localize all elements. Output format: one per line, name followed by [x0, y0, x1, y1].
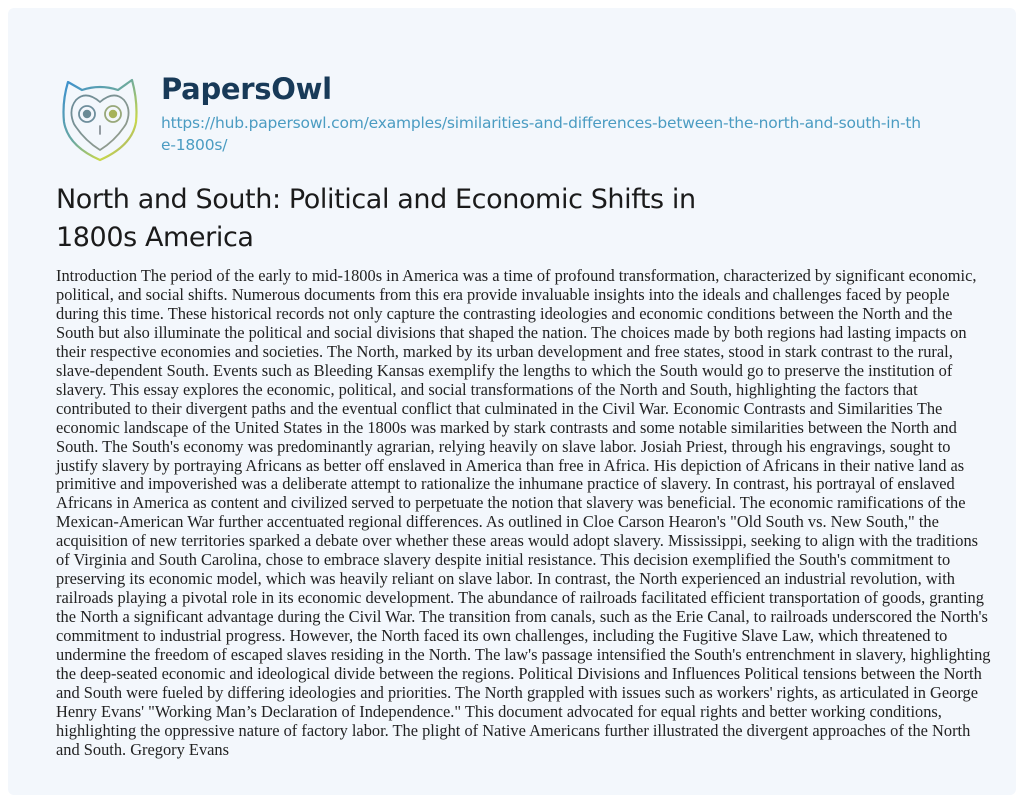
brand-block — [161, 72, 921, 156]
source-url-link[interactable]: https://hub.papersowl.com/examples/similarities-and-differences-between-the-north-and-south-in-the-1800s/ — [161, 114, 921, 154]
brand-name: PapersOwl — [161, 72, 332, 106]
page-title: North and South: Political and Economic Shifts in 1800s America — [56, 184, 696, 253]
content-card — [8, 8, 1016, 795]
article-body: Introduction The period of the early to mid-1800s in America was a time of profound transformation, characterized by significant economic, political, and social shifts. Numerous documents from this era provide invaluable insights into the ideals and challenges faced by people during this time. These historical records not only capture the contrasting ideologies and economic conditions between the North and the South but also illuminate the political and social divisions that shaped the nation. The choices made by both regions had lasting impacts on their respective economies and societies. The North, marked by its urban development and free states, stood in stark contrast to the rural, slave-dependent South. Events such as Bleeding Kansas exemplify the lengths to which the South would go to preserve the institution of slavery. This essay explores the economic, political, and social transformations of the North and South, highlighting the factors that contributed to their divergent paths and the eventual conflict that culminated in the Civil War. Economic Contrasts and Similarities The economic landscape of the United States in the 1800s was marked by stark contrasts and some notable similarities between the North and South. The South's economy was predominantly agrarian, relying heavily on slave labor. Josiah Priest, through his engravings, sought to justify slavery by portraying Africans as better off enslaved in America than free in Africa. His depiction of Africans in their native land as primitive and impoverished was a deliberate attempt to rationalize the inhumane practice of slavery. In contrast, his portrayal of enslaved Africans in America as content and civilized served to perpetuate the notion that slavery was beneficial. The economic ramifications of the Mexican-American War further accentuated regional differences. As outlined in Cloe Carson Hearon's "Old South vs. New South," the acquisition of new territories sparked a debate over whether these areas would adopt slavery. Mississippi, seeking to align with the traditions of Virginia and South Carolina, chose to embrace slavery despite initial resistance. This decision exemplified the South's commitment to preserving its economic model, which was heavily reliant on slave labor. In contrast, the North experienced an industrial revolution, with railroads playing a pivotal role in its economic development. The abundance of railroads facilitated efficient transportation of goods, granting the North a significant advantage during the Civil War. The transition from canals, such as the Erie Canal, to railroads underscored the North's commitment to industrial progress. However, the North faced its own challenges, including the Fugitive Slave Law, which threatened to undermine the freedom of escaped slaves residing in the North. The law's passage intensified the South's entrenchment in slavery, highlighting the deep-seated economic and ideological divide between the regions. Political Divisions and Influences Political tensions between the North and South were fueled by differing ideologies and priorities. The North grappled with issues such as workers' rights, as articulated in George Henry Evans' "Working Man’s Declaration of Independence." This document advocated for equal rights and better working conditions, highlighting the oppressive nature of factory labor. The plight of Native Americans further illustrated the divergent approaches of the North and South. Gregory Evans — [56, 266, 991, 759]
site-header — [60, 72, 921, 166]
owl-logo-icon — [60, 72, 140, 166]
